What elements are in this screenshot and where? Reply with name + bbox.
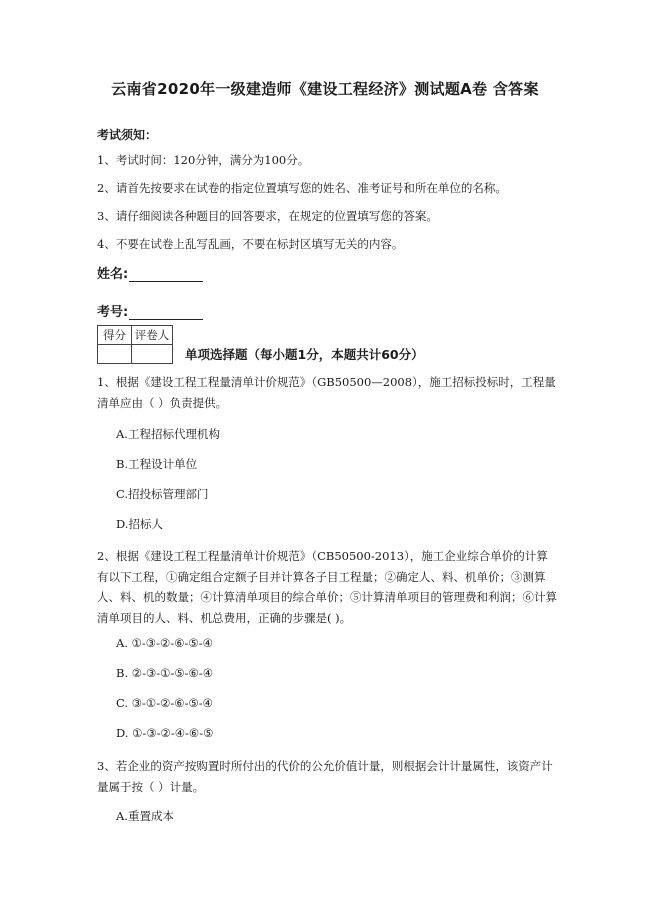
question-1-option-a[interactable]: A.工程招标代理机构 — [116, 427, 220, 441]
id-field[interactable] — [97, 301, 203, 320]
id-blank-line[interactable] — [129, 305, 203, 320]
question-1-option-d[interactable]: D.招标人 — [116, 517, 163, 531]
page-title: 云南省2020年一级建造师《建设工程经济》测试题A卷 含答案 — [111, 80, 539, 98]
notice-heading: 考试须知： — [97, 128, 158, 142]
section-title: 单项选择题（每小题1分，本题共计60分） — [185, 347, 424, 362]
question-2-option-b[interactable]: B. ②-③-①-⑤-⑥-④ — [116, 666, 214, 680]
reviewer-header: 评卷人 — [132, 326, 173, 345]
question-2-stem: 2、根据《建设工程工程量清单计价规范》（CB50500-2013），施工企业综合单价的计算有以下工程，①确定组合定额子目并计算各子目工程量；②确定人、料、机单价；③测算人、料、机的数量；④计算清单项目的综合单价；⑤计算清单项目的管理费和利润；⑥计算清单项目的人、料、机总费用，正确的步骤是( )。 — [97, 549, 557, 625]
name-label: 姓名: — [97, 267, 129, 282]
score-header: 得分 — [98, 326, 132, 345]
question-1-option-c[interactable]: C.招投标管理部门 — [116, 487, 209, 501]
question-3-option-a[interactable]: A.重置成本 — [116, 809, 174, 823]
question-3-stem: 3、若企业的资产按购置时所付出的代价的公允价值计量，则根据会计计量属性，该资产计量属于按（ ）计量。 — [97, 759, 553, 794]
score-cell[interactable] — [98, 345, 132, 364]
question-2-option-a[interactable]: A. ①-③-②-⑥-⑤-④ — [116, 636, 213, 650]
notice-item: 4、不要在试卷上乱写乱画，不要在标封区填写无关的内容。 — [97, 237, 404, 251]
question-1-option-b[interactable]: B.工程设计单位 — [116, 457, 198, 471]
question-1-stem: 1、根据《建设工程工程量清单计价规范》（GB50500—2008），施工招标投标时，工程量清单应由（ ）负责提供。 — [97, 375, 556, 410]
id-label: 考号: — [97, 305, 129, 320]
notice-item: 3、请仔细阅读各种题目的回答要求，在规定的位置填写您的答案。 — [97, 209, 438, 223]
name-field[interactable] — [97, 263, 203, 282]
score-box — [97, 325, 173, 364]
reviewer-cell[interactable] — [132, 345, 173, 364]
question-2-option-d[interactable]: D. ①-③-②-④-⑥-⑤ — [116, 726, 214, 740]
notice-item: 1、考试时间：120分钟，满分为100分。 — [97, 153, 310, 167]
name-blank-line[interactable] — [129, 267, 203, 282]
notice-item: 2、请首先按要求在试卷的指定位置填写您的姓名、准考证号和所在单位的名称。 — [97, 181, 507, 195]
question-2-option-c[interactable]: C. ③-①-②-⑥-⑤-④ — [116, 696, 213, 710]
